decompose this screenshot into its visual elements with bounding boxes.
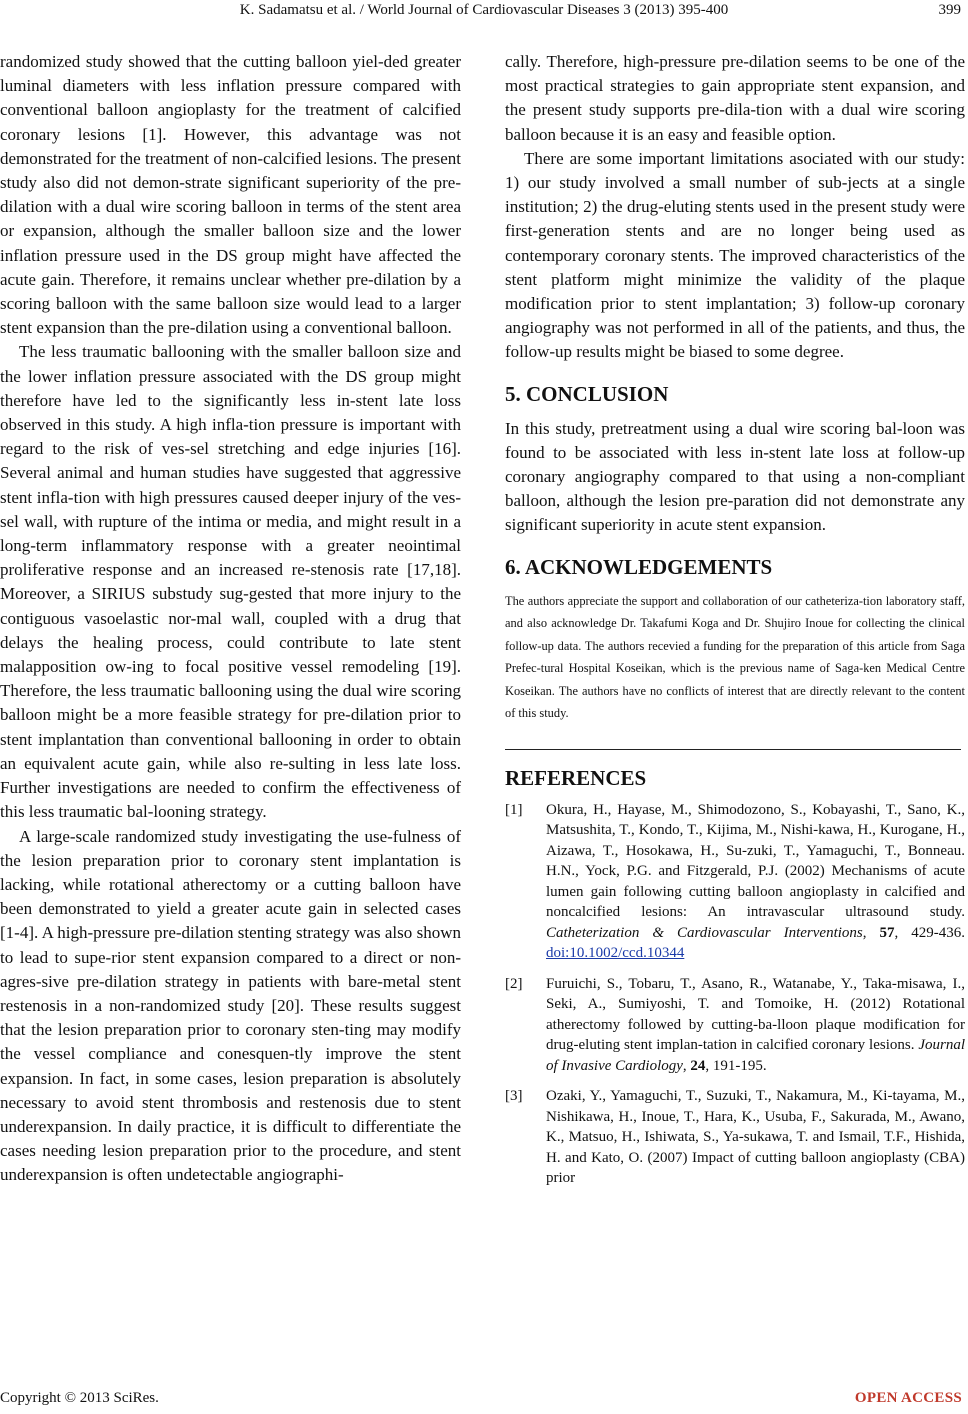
reference-item [505, 974, 965, 1077]
reference-text: Okura, H., Hayase, M., Shimodozono, S., Kobayashi, T., Sano, K., Matsushita, T., Kondo, T., Kijima, M., Nishi-kawa, H., Kurogane, H., Aizawa, T., Hosokawa, H., Su-zuki, T., Yamaguchi, T., Bonneau. H.N., Yock, P.G. and Fitzgerald, P.J. (2002) Mechanisms of acute lumen gain following cutting balloon angioplasty in calcified and noncalcified lesions: An intravascular ultrasound study. Catheterization & Cardiovascular Interventions, 57, 429-436. doi:10.1002/ccd.10344 [546, 801, 965, 962]
section-heading-acknowledgements: 6. ACKNOWLEDGEMENTS [505, 554, 773, 579]
reference-item [505, 800, 965, 964]
reference-text: Ozaki, Y., Yamaguchi, T., Suzuki, T., Nakamura, M., Ki-tayama, M., Nishikawa, H., Inoue, T., Hara, K., Usuba, F., Sakurada, M., Awano, K., Matsuo, H., Ishiwata, S., Ya-sukawa, T. and Ismail, T.F., Hishida, H. and Kato, O. (2007) Impact of cutting balloon angioplasty (CBA) prior [546, 1088, 965, 1187]
reference-volume: 24 [690, 1057, 706, 1074]
reference-volume: 57 [879, 924, 895, 941]
right-column [505, 50, 965, 1199]
acknowledgements-paragraph: The authors appreciate the support and collaboration of our catheteriza-tion laboratory staff, and also acknowledge Dr. Takafumi Koga and Dr. Shujiro Inoue for collecting the clinical follow-up data. The authors recevied a funding for the preparation of this article from Saga Prefec-tural Hospital Koseikan, which is the previous name of Saga-ken Medical Centre Koseikan. The authors have no conflicts of interest that are directly relevant to the content of this study. [505, 593, 965, 721]
section-heading-references: REFERENCES [505, 765, 647, 790]
running-header [0, 0, 968, 24]
reference-number: [3] [505, 1088, 523, 1105]
reference-item [505, 1086, 965, 1189]
divider [505, 749, 961, 750]
body-paragraph: A large-scale randomized study investigating the use-fulness of the lesion preparation prior to coronary stent implantation is lacking, while rotational atherectomy or a cutting balloon have been demonstrated to yield a greater acute gain in selected cases [1-4]. A high-pressure pre-dilation stenting strategy was also shown to lead to supe-rior stent expansion compared to a direct or non-agres-sive pre-dilation strategy in patients with bare-metal stent restenosis in a non-randomized study [20]. These results suggest that the lesion preparation prior to coronary sten-ting may modify the vessel compliance and conesquen-tly improve the stent expansion. In fact, in some cases, lesion preparation is absolutely necessary to avoid stent thrombosis and restenosis due to stent underexpansion. In daily practice, it is difficult to differentiate the cases needing lesion preparation prior to the procedure, and stent underexpansion is often undetectable angiographi- [0, 826, 461, 1185]
reference-number: [2] [505, 975, 523, 992]
left-column [0, 50, 461, 1188]
conclusion-paragraph: In this study, pretreatment using a dual wire scoring bal-loon was found to be associated with less in-stent late loss at follow-up coronary angiography compared to that using a non-compliant balloon, although the lesion pre-paration did not demonstrate any significant superiority in acute stent expansion. [505, 418, 965, 535]
doi-link[interactable]: doi:10.1002/ccd.10344 [546, 945, 685, 962]
reference-number: [1] [505, 801, 523, 818]
page-footer [0, 1390, 968, 1410]
page-number: 399 [938, 2, 961, 18]
body-paragraph: The less traumatic ballooning with the smaller balloon size and the lower inflation pressure associated with the DS group might therefore have led to the significantly less in-stent late loss observed in this study. A high infla-tion pressure is important with regard to the risk of ves-sel stretching and edge injuries [16]. Several animal and human studies have suggested that aggressive stent infla-tion with high pressures caused deeper injury of the ves-sel wall, with rupture of the intima or media, and might result in a long-term inflammatory response with a greater neointimal proliferative response and an increased re-stenosis rate [17,18]. Moreover, a SIRIUS substudy sug-gested that more injury to the contiguous vasoelastic nor-mal wall, coupled with a drug that delays the healing process, could contribute to late stent malapposition ow-ing to focal positive vessel remodeling [19]. Therefore, the less traumatic ballooning using the dual wire scoring balloon might be a more feasible strategy for pre-dilation prior to stent implantation than conventional ballooning in order to obtain an equivalent acute gain, while also re-sulting in less late loss. Further investigations are needed to confirm the effectiveness of this less traumatic bal-looning strategy. [0, 342, 461, 822]
open-access-label: OPEN ACCESS [854, 1390, 962, 1406]
section-heading-conclusion: 5. CONCLUSION [505, 381, 669, 406]
reference-text: Furuichi, S., Tobaru, T., Asano, R., Watanabe, Y., Taka-misawa, I., Seki, A., Sumiyoshi, T. and Tomoike, H. (2012) Rotational atherectomy followed by cutting-ba-lloon plaque modification for drug-eluting stent implan-tation in calcified coronary lesions. Journal of Invasive Cardiology, 24, 191-195. [546, 975, 965, 1074]
body-paragraph: There are some important limitations asociated with our study: 1) our study involved a small number of sub-jects at a single institution; 2) the drug-eluting stents used in the present study were first-generation stents and are no longer being used as contemporary coronary stents. The improved characteristics of the stent platform might minimize the validity of the plaque modification prior to stent implantation; 3) follow-up coronary angiography was not performed in all of the patients, and thus, the follow-up results might be biased to some degree. [505, 148, 965, 362]
reference-journal: Catheterization & Cardiovascular Interventions [546, 924, 863, 941]
running-title: K. Sadamatsu et al. / World Journal of Cardiovascular Diseases 3 (2013) 395-400 [239, 2, 729, 18]
copyright-notice: Copyright © 2013 SciRes. [0, 1390, 159, 1406]
reference-journal: Journal of Invasive Cardiology [546, 1037, 965, 1074]
body-paragraph: cally. Therefore, high-pressure pre-dilation seems to be one of the most practical strategies to gain appropriate stent expansion, and the present study supports pre-dila-tion with a dual wire scoring balloon because it is an easy and feasible option. [505, 52, 965, 144]
body-paragraph: randomized study showed that the cutting balloon yiel-ded greater luminal diameters with less inflation pressure compared with conventional balloon angioplasty for the treatment of calcified coronary lesions [1]. However, this advantage was not demonstrated for the treatment of non-calcified lesions. The present study also did not demon-strate significant superiority of the pre-dilation with a dual wire scoring balloon in terms of the stent area or expansion, although the smaller balloon size and the lower inflation pressure used in the DS group might have affected the acute gain. Therefore, it remains unclear whether pre-dilation by a scoring balloon with the same balloon size would lead to a larger stent expansion than the pre-dilation using a conventional balloon. [0, 52, 461, 338]
